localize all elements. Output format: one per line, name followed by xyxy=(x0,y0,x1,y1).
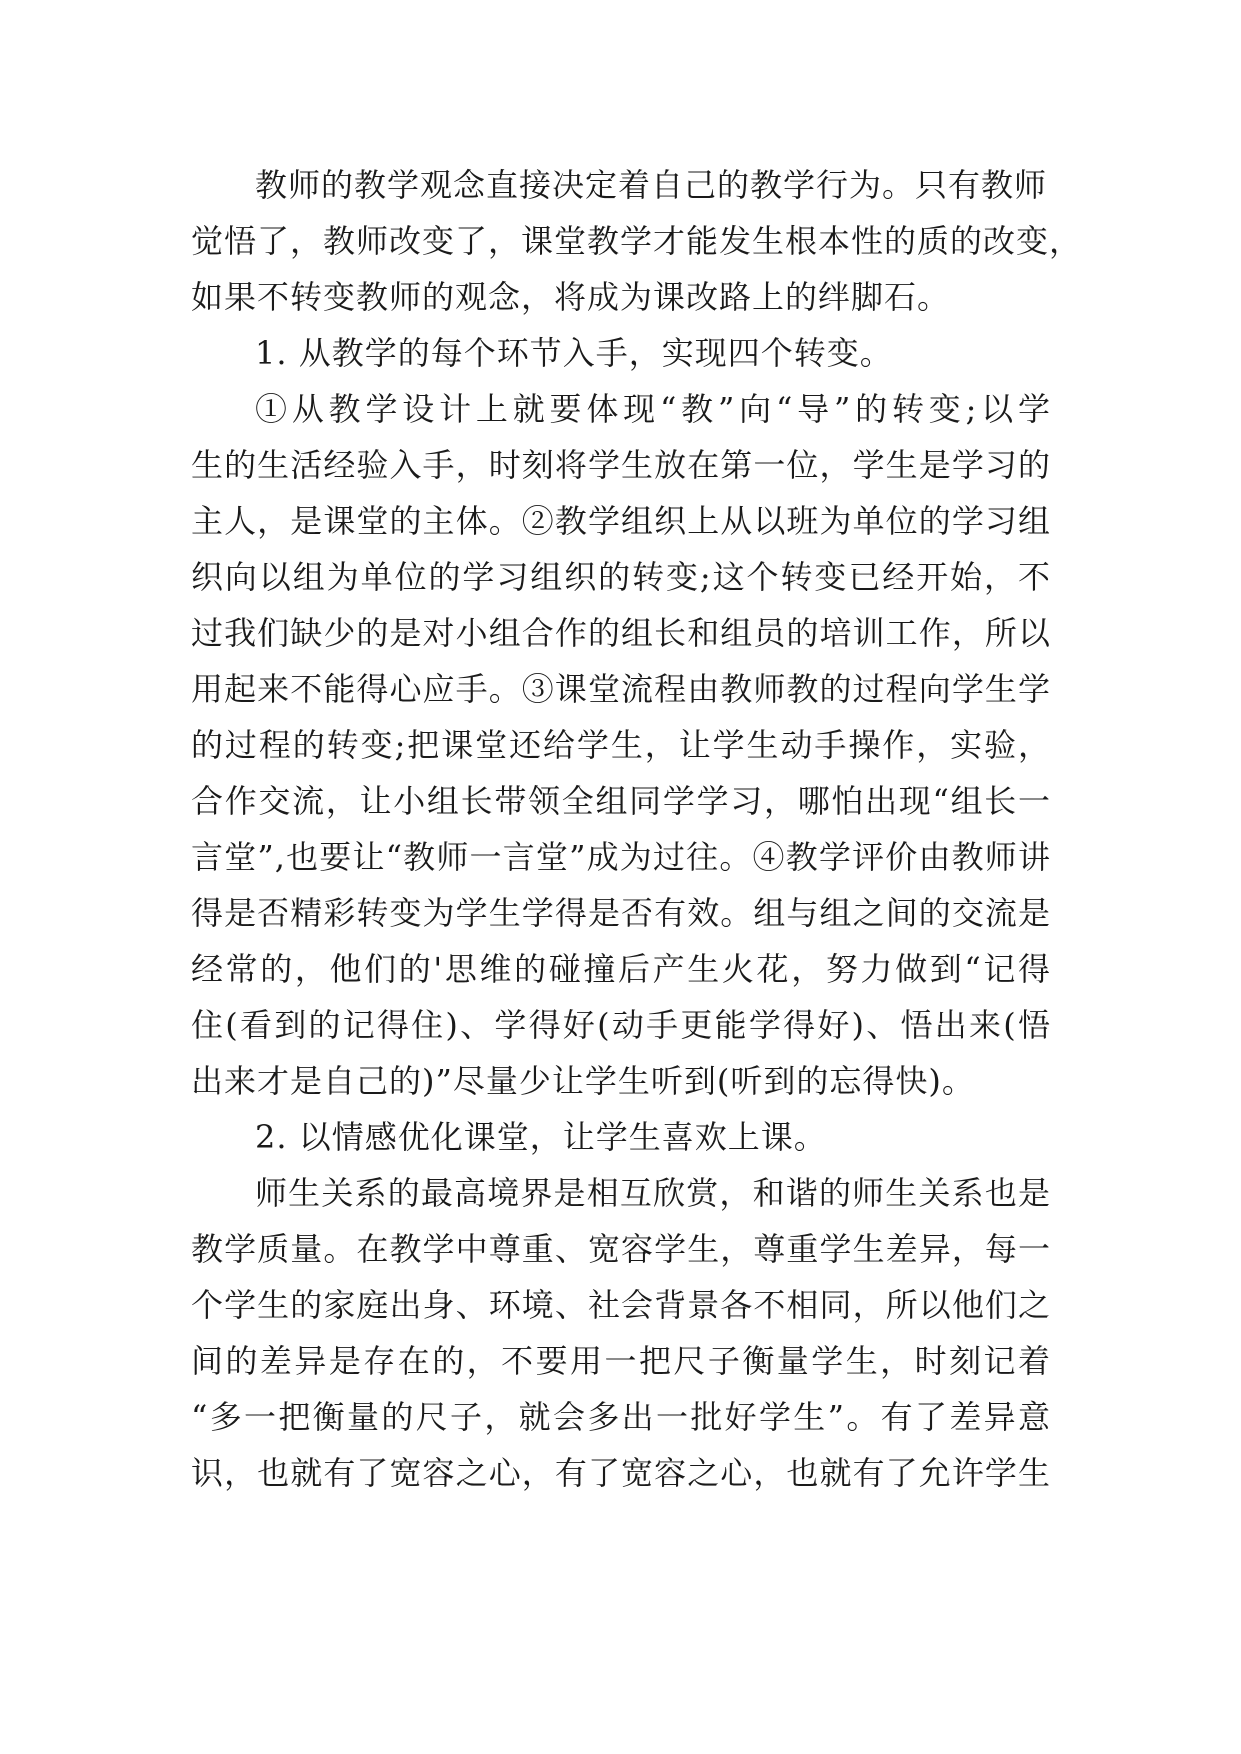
paragraph-line: 出来才是自己的)”尽量少让学生听到(听到的忘得快)。 xyxy=(191,1062,975,1100)
paragraph-line: 如果不转变教师的观念，将成为课改路上的绊脚石。 xyxy=(191,278,951,316)
paragraph-line: 主人，是课堂的主体。②教学组织上从以班为单位的学习组 xyxy=(191,502,1051,540)
paragraph-line: ①从教学设计上就要体现“教”向“导”的转变;以学 xyxy=(255,390,1051,428)
paragraph-line: 经常的，他们的'思维的碰撞后产生火花，努力做到“记得 xyxy=(191,950,1051,988)
paragraph-line: 教学质量。在教学中尊重、宽容学生，尊重学生差异，每一 xyxy=(191,1230,1051,1268)
paragraph-line: 生的生活经验入手，时刻将学生放在第一位，学生是学习的 xyxy=(191,446,1051,484)
paragraph-line: 住(看到的记得住)、学得好(动手更能学得好)、悟出来(悟 xyxy=(191,1006,1051,1044)
section-heading-1: 1. 从教学的每个环节入手，实现四个转变。 xyxy=(255,334,893,372)
paragraph-line: 识，也就有了宽容之心，有了宽容之心，也就有了允许学生 xyxy=(191,1454,1051,1492)
paragraph-line: 过我们缺少的是对小组合作的组长和组员的培训工作，所以 xyxy=(191,614,1051,652)
section-heading-2: 2. 以情感优化课堂，让学生喜欢上课。 xyxy=(255,1118,827,1156)
paragraph-line: 用起来不能得心应手。③课堂流程由教师教的过程向学生学 xyxy=(191,670,1051,708)
paragraph-line: 得是否精彩转变为学生学得是否有效。组与组之间的交流是 xyxy=(191,894,1051,932)
paragraph-line: 的过程的转变;把课堂还给学生，让学生动手操作，实验， xyxy=(191,726,1051,764)
paragraph-line: 间的差异是存在的，不要用一把尺子衡量学生，时刻记着 xyxy=(191,1342,1051,1380)
paragraph-line: 言堂”,也要让“教师一言堂”成为过往。④教学评价由教师讲 xyxy=(191,838,1051,876)
paragraph-line: 合作交流，让小组长带领全组同学学习，哪怕出现“组长一 xyxy=(191,782,1051,820)
paragraph-line: “多一把衡量的尺子，就会多出一批好学生”。有了差异意 xyxy=(191,1398,1051,1436)
paragraph-line: 个学生的家庭出身、环境、社会背景各不相同，所以他们之 xyxy=(191,1286,1051,1324)
body-text xyxy=(191,157,1083,1501)
paragraph-line: 师生关系的最高境界是相互欣赏，和谐的师生关系也是 xyxy=(255,1174,1051,1212)
paragraph-line: 觉悟了，教师改变了，课堂教学才能发生根本性的质的改变， xyxy=(191,222,1083,260)
paragraph-line: 教师的教学观念直接决定着自己的教学行为。只有教师 xyxy=(255,166,1048,204)
paragraph-line: 织向以组为单位的学习组织的转变;这个转变已经开始，不 xyxy=(191,558,1051,596)
